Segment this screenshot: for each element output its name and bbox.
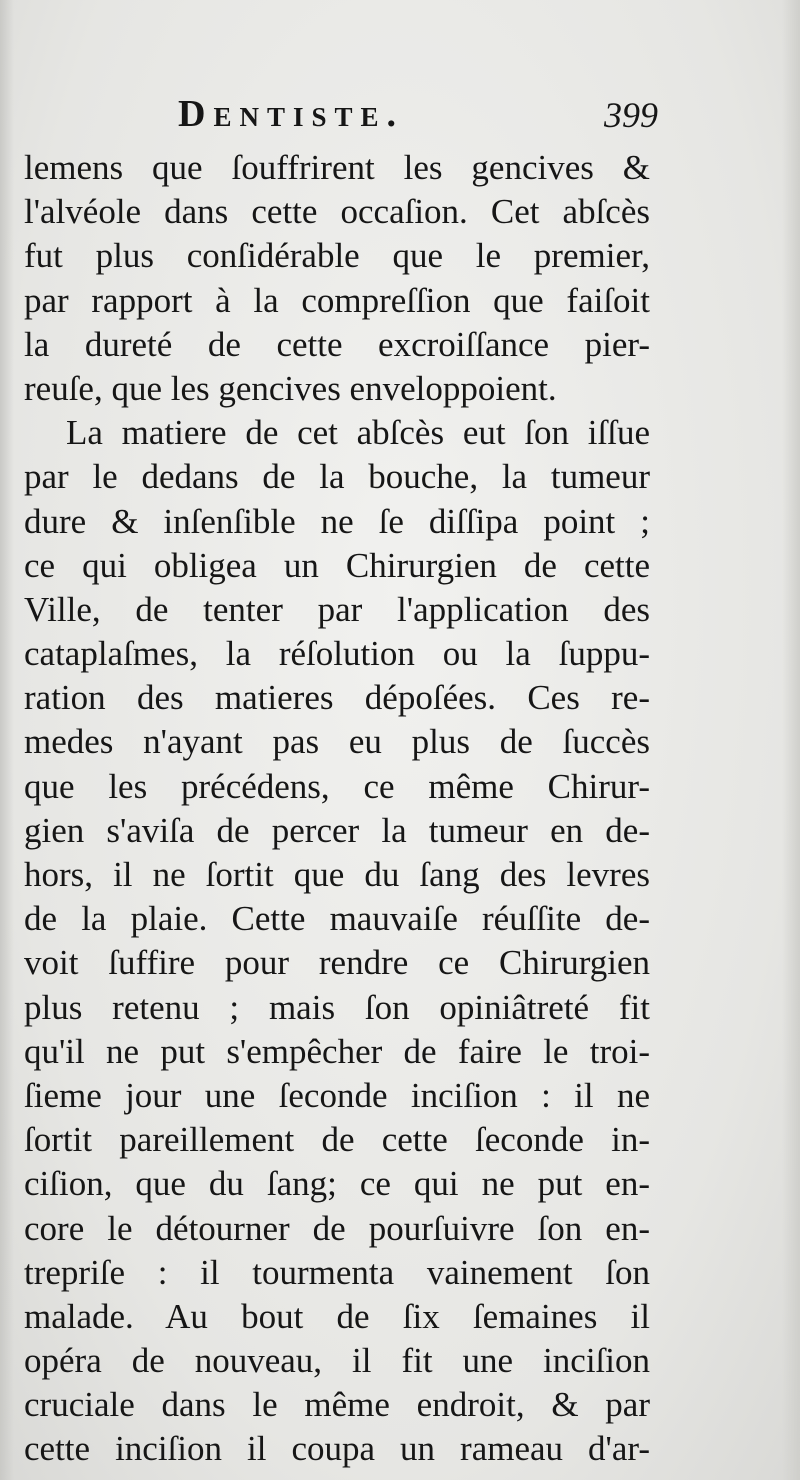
running-title: Dentiste. (178, 93, 404, 135)
text-line: qu'il ne put s'empêcher de faire le troi- (24, 1031, 650, 1071)
text-line: cette inciſion il coupa un rameau d'ar- (24, 1429, 650, 1469)
text-line: malade. Au bout de ſix ſemaines il (24, 1296, 650, 1336)
text-line: voit ſuffire pour rendre ce Chirurgien (24, 943, 650, 983)
text-line: par le dedans de la bouche, la tumeur (24, 457, 650, 497)
text-line: core le détourner de pourſuivre ſon en- (24, 1208, 650, 1248)
text-line: de la plaie. Cette mauvaiſe réuſſite de- (24, 899, 650, 939)
text-line: hors, il ne ſortit que du ſang des levres (24, 855, 650, 894)
text-line: ciſion, que du ſang; ce qui ne put en- (24, 1164, 650, 1204)
page-left-edge (0, 0, 14, 1480)
text-line: lemens que ſouffrirent les gencives & (24, 148, 650, 187)
text-line: fut plus conſidérable que le premier, (24, 236, 650, 276)
text-line: par rapport à la compreſſion que faiſoit (24, 280, 650, 320)
text-line: Ville, de tenter par l'application des (24, 589, 650, 629)
text-line: reuſe, que les gencives enveloppoient. (24, 368, 557, 408)
text-line: cruciale dans le même endroit, & par (24, 1385, 650, 1425)
text-line: plus retenu ; mais ſon opiniâtreté fit (24, 987, 650, 1027)
text-line: medes n'ayant pas eu plus de ſuccès (24, 722, 650, 762)
text-line: opéra de nouveau, il fit une inciſion (24, 1341, 650, 1381)
page-right-edge (782, 0, 800, 1480)
text-line: gien s'aviſa de percer la tumeur en de- (24, 810, 650, 850)
text-line: ce qui obligea un Chirurgien de cette (24, 545, 650, 585)
text-line: dure & inſenſible ne ſe diſſipa point ; (24, 501, 650, 541)
text-line: l'alvéole dans cette occaſion. Cet abſcès (24, 192, 650, 232)
text-line: La matiere de cet abſcès eut ſon iſſue (66, 413, 650, 453)
text-line: que les précédens, ce même Chirur- (24, 766, 650, 806)
text-line: ſieme jour une ſeconde inciſion : il ne (24, 1075, 650, 1115)
text-line: trepriſe : il tourmenta vainement ſon (24, 1252, 650, 1292)
page-number: 399 (604, 95, 658, 135)
page-header (178, 92, 658, 138)
body-text (24, 146, 650, 1472)
text-line: ration des matieres dépoſées. Ces re- (24, 678, 650, 718)
text-line: cataplaſmes, la réſolution ou la ſuppu- (24, 634, 650, 674)
text-line: la dureté de cette excroiſſance pier- (24, 324, 650, 364)
text-line: ſortit pareillement de cette ſeconde in- (24, 1120, 650, 1160)
